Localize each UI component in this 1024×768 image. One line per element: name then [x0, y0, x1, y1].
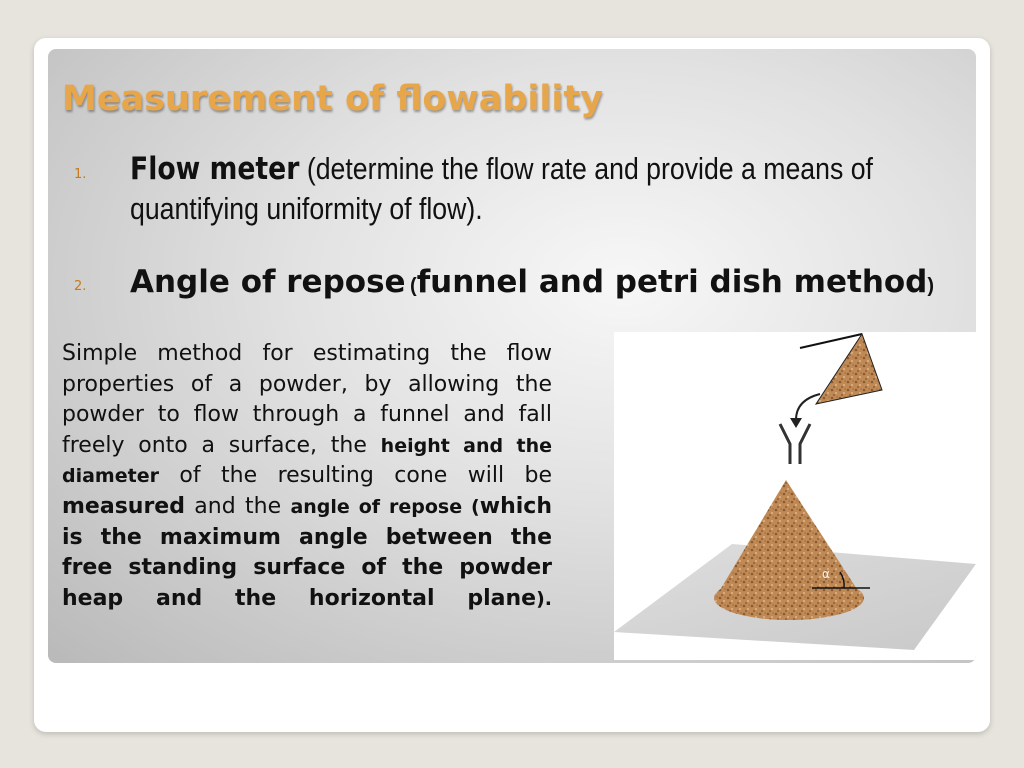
- figure-svg: [614, 332, 976, 660]
- list-item-flow-meter: [130, 149, 970, 229]
- para-bold-angle-of-repose: angle of repose: [290, 495, 463, 518]
- item-description-1: (determine the flow rate and provide a means of quantifying uniformity of flow).: [130, 151, 873, 226]
- description-paragraph: [62, 339, 552, 614]
- para-text-2: of the resulting cone will be: [158, 463, 552, 489]
- para-bracket-close: ).: [536, 587, 552, 610]
- tilted-container: [816, 334, 882, 404]
- angle-of-repose-figure: [614, 332, 976, 660]
- pour-arrow: [796, 394, 820, 420]
- item-detail-2: funnel and petri dish method: [416, 264, 928, 300]
- pour-arrowhead: [790, 418, 802, 428]
- item-number-1: 1.: [74, 167, 87, 182]
- slide-panel: [48, 49, 976, 663]
- para-text-3: and the: [184, 493, 291, 519]
- para-bracket-open: (: [462, 495, 480, 518]
- tilted-container-lid: [800, 334, 862, 348]
- item-text-1: [130, 149, 969, 229]
- list-item-angle-of-repose: [130, 263, 970, 307]
- angle-label: α: [822, 567, 830, 581]
- para-bold-measured: measured: [62, 493, 185, 519]
- para-text-1: Simple method for estimating the flow properties of a powder, by allowing the powder to flow through a funnel and fall freely onto a surface, the: [62, 341, 552, 458]
- item-heading-1: Flow meter: [130, 151, 300, 187]
- para-bold-definition: which is the maximum angle between the free standing surface of the powder heap and the horizontal plane: [62, 493, 552, 611]
- item-close-bracket-2: ): [927, 275, 935, 297]
- item-open-bracket-2: (: [410, 275, 417, 297]
- item-heading-2: Angle of repose: [130, 264, 406, 300]
- para-bold-height-diameter: height and the diameter: [62, 434, 553, 488]
- funnel-icon: [780, 424, 810, 464]
- powder-cone-base: [714, 576, 864, 620]
- slide-title: Measurement of flowability: [62, 79, 603, 119]
- item-number-2: 2.: [74, 279, 87, 294]
